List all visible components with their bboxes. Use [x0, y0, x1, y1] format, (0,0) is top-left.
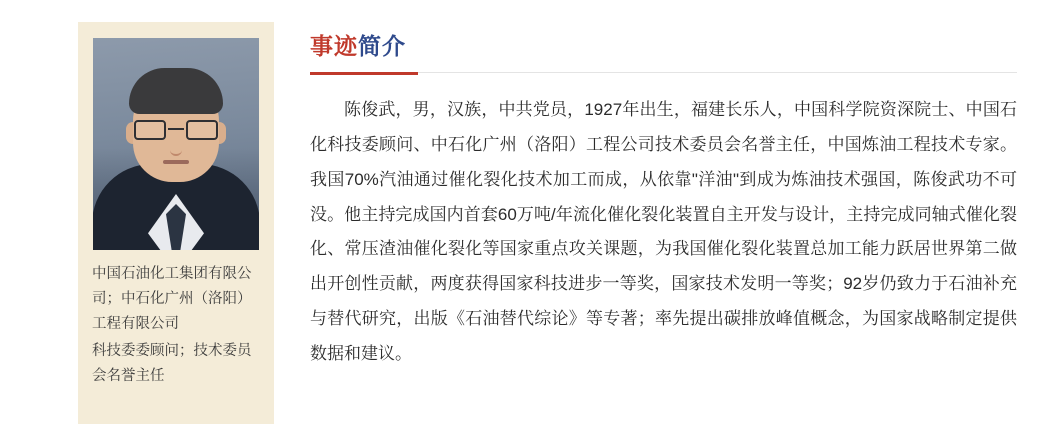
portrait-nose [170, 142, 182, 156]
section-title-primary: 事迹 [310, 33, 358, 59]
content-column [274, 22, 1017, 424]
portrait-graphic [93, 38, 259, 250]
section-title-underline [310, 72, 1017, 73]
glasses-bridge [168, 128, 184, 130]
profile-card [78, 22, 274, 424]
portrait-hair [129, 68, 223, 114]
section-title-secondary: 简介 [358, 33, 406, 59]
profile-caption-line-2: 科技委委顾问；技术委员会名誉主任 [92, 342, 252, 384]
glasses-lens-right [186, 120, 218, 140]
profile-caption [92, 262, 260, 389]
glasses-lens-left [134, 120, 166, 140]
section-title-underline-accent [310, 72, 418, 75]
profile-caption-line-1: 中国石油化工集团有限公司；中石化广州（洛阳）工程有限公司 [92, 266, 252, 332]
portrait-glasses [134, 120, 218, 140]
biography-text: 陈俊武，男，汉族，中共党员，1927年出生，福建长乐人，中国科学院资深院士、中国石化科技委顾问、中石化广州（洛阳）工程公司技术委员会名誉主任，中国炼油工程技术专家。我国70%汽油通过催化裂化技术加工而成，从依靠"洋油"到成为炼油技术强国，陈俊武功不可没。他主持完成国内首套60万吨/年流化催化裂化装置自主开发与设计，主持完成同轴式催化裂化、常压渣油催化裂化等国家重点攻关课题，为我国催化裂化装置总加工能力跃居世界第二做出开创性贡献，两度获得国家科技进步一等奖，国家技术发明一等奖；92岁仍致力于石油补充与替代研究，出版《石油替代综论》等专著；率先提出碳排放峰值概念，为国家战略制定提供数据和建议。 [310, 100, 1017, 363]
portrait-image [93, 38, 259, 250]
portrait-mouth [163, 160, 189, 164]
section-heading [310, 22, 1017, 71]
